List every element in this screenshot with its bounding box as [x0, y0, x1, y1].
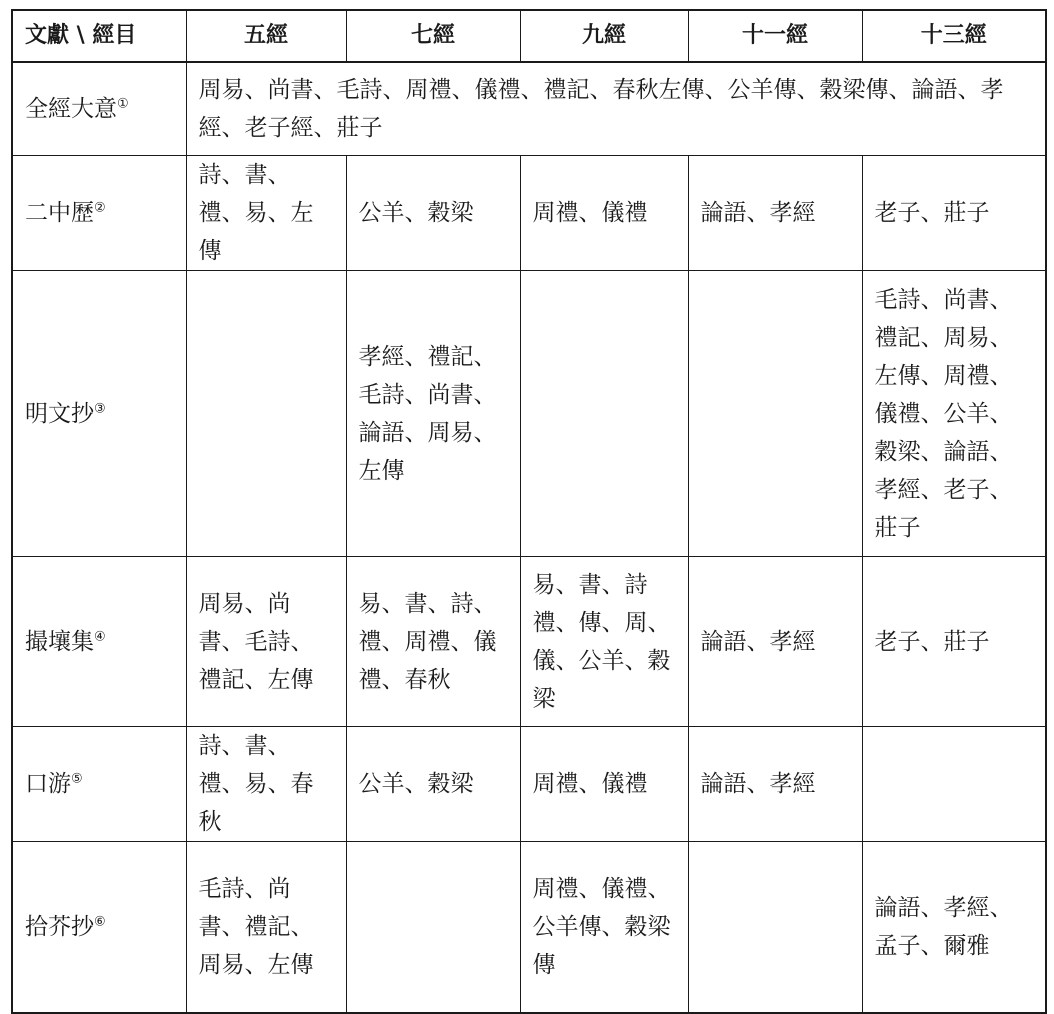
table-cell	[688, 271, 862, 557]
table-cell	[862, 727, 1046, 842]
row-label	[12, 727, 186, 842]
table-cell: 論語、孝經	[688, 727, 862, 842]
row-label	[12, 271, 186, 557]
row-label	[12, 156, 186, 271]
footnote-marker: ④	[94, 628, 106, 644]
row-label-text: 拾芥抄	[25, 914, 94, 940]
header-eleven-classics: 十一經	[688, 10, 862, 62]
row-label-text: 口游	[25, 771, 71, 797]
table-row	[12, 727, 1046, 842]
table-row	[12, 842, 1046, 1014]
row-label	[12, 557, 186, 727]
header-thirteen-classics: 十三經	[862, 10, 1046, 62]
table-cell: 孝經、禮記、毛詩、尚書、論語、周易、左傳	[346, 271, 520, 557]
header-five-classics: 五經	[186, 10, 346, 62]
table-cell: 周禮、儀禮、公羊傳、穀梁傳	[520, 842, 688, 1014]
table-cell	[688, 842, 862, 1014]
table-cell	[186, 271, 346, 557]
table-cell: 易、書、詩禮、傳、周、儀、公羊、穀梁	[520, 557, 688, 727]
classics-comparison-table	[11, 9, 1047, 1014]
table-cell	[346, 842, 520, 1014]
table-cell: 周禮、儀禮	[520, 727, 688, 842]
footnote-marker: ①	[117, 96, 129, 112]
row-label	[12, 842, 186, 1014]
table-cell: 詩、書、禮、易、左傳	[186, 156, 346, 271]
table-cell: 周易、尚書、毛詩、禮記、左傳	[186, 557, 346, 727]
table-cell: 公羊、穀梁	[346, 156, 520, 271]
table-cell: 周禮、儀禮	[520, 156, 688, 271]
header-seven-classics: 七經	[346, 10, 520, 62]
table-row	[12, 557, 1046, 727]
header-row	[12, 10, 1046, 62]
footnote-marker: ⑤	[71, 771, 83, 787]
table-row	[12, 62, 1046, 156]
footnote-marker: ③	[94, 400, 106, 416]
table-cell: 論語、孝經	[688, 557, 862, 727]
footnote-marker: ⑥	[94, 914, 106, 930]
table-cell: 老子、莊子	[862, 557, 1046, 727]
row-label	[12, 62, 186, 156]
table-row	[12, 156, 1046, 271]
table-cell: 論語、孝經、孟子、爾雅	[862, 842, 1046, 1014]
table-cell: 老子、莊子	[862, 156, 1046, 271]
row-label-text: 二中歷	[25, 200, 94, 226]
table-cell-all-classics: 周易、尚書、毛詩、周禮、儀禮、禮記、春秋左傳、公羊傳、穀梁傳、論語、孝經、老子經、莊子	[186, 62, 1046, 156]
header-corner: 文獻 \ 經目	[12, 10, 186, 62]
table-cell: 論語、孝經	[688, 156, 862, 271]
footnote-marker: ②	[94, 200, 106, 216]
row-label-text: 全經大意	[25, 96, 117, 122]
table-cell: 毛詩、尚書、禮記、周易、左傳	[186, 842, 346, 1014]
header-nine-classics: 九經	[520, 10, 688, 62]
table-cell: 公羊、穀梁	[346, 727, 520, 842]
table-cell	[520, 271, 688, 557]
table-cell: 詩、書、禮、易、春秋	[186, 727, 346, 842]
row-label-text: 撮壤集	[25, 628, 94, 655]
row-label-text: 明文抄	[25, 400, 94, 427]
table-cell: 易、書、詩、禮、周禮、儀禮、春秋	[346, 557, 520, 727]
table-row	[12, 271, 1046, 557]
table-cell: 毛詩、尚書、禮記、周易、左傳、周禮、儀禮、公羊、穀梁、論語、孝經、老子、莊子	[862, 271, 1046, 557]
